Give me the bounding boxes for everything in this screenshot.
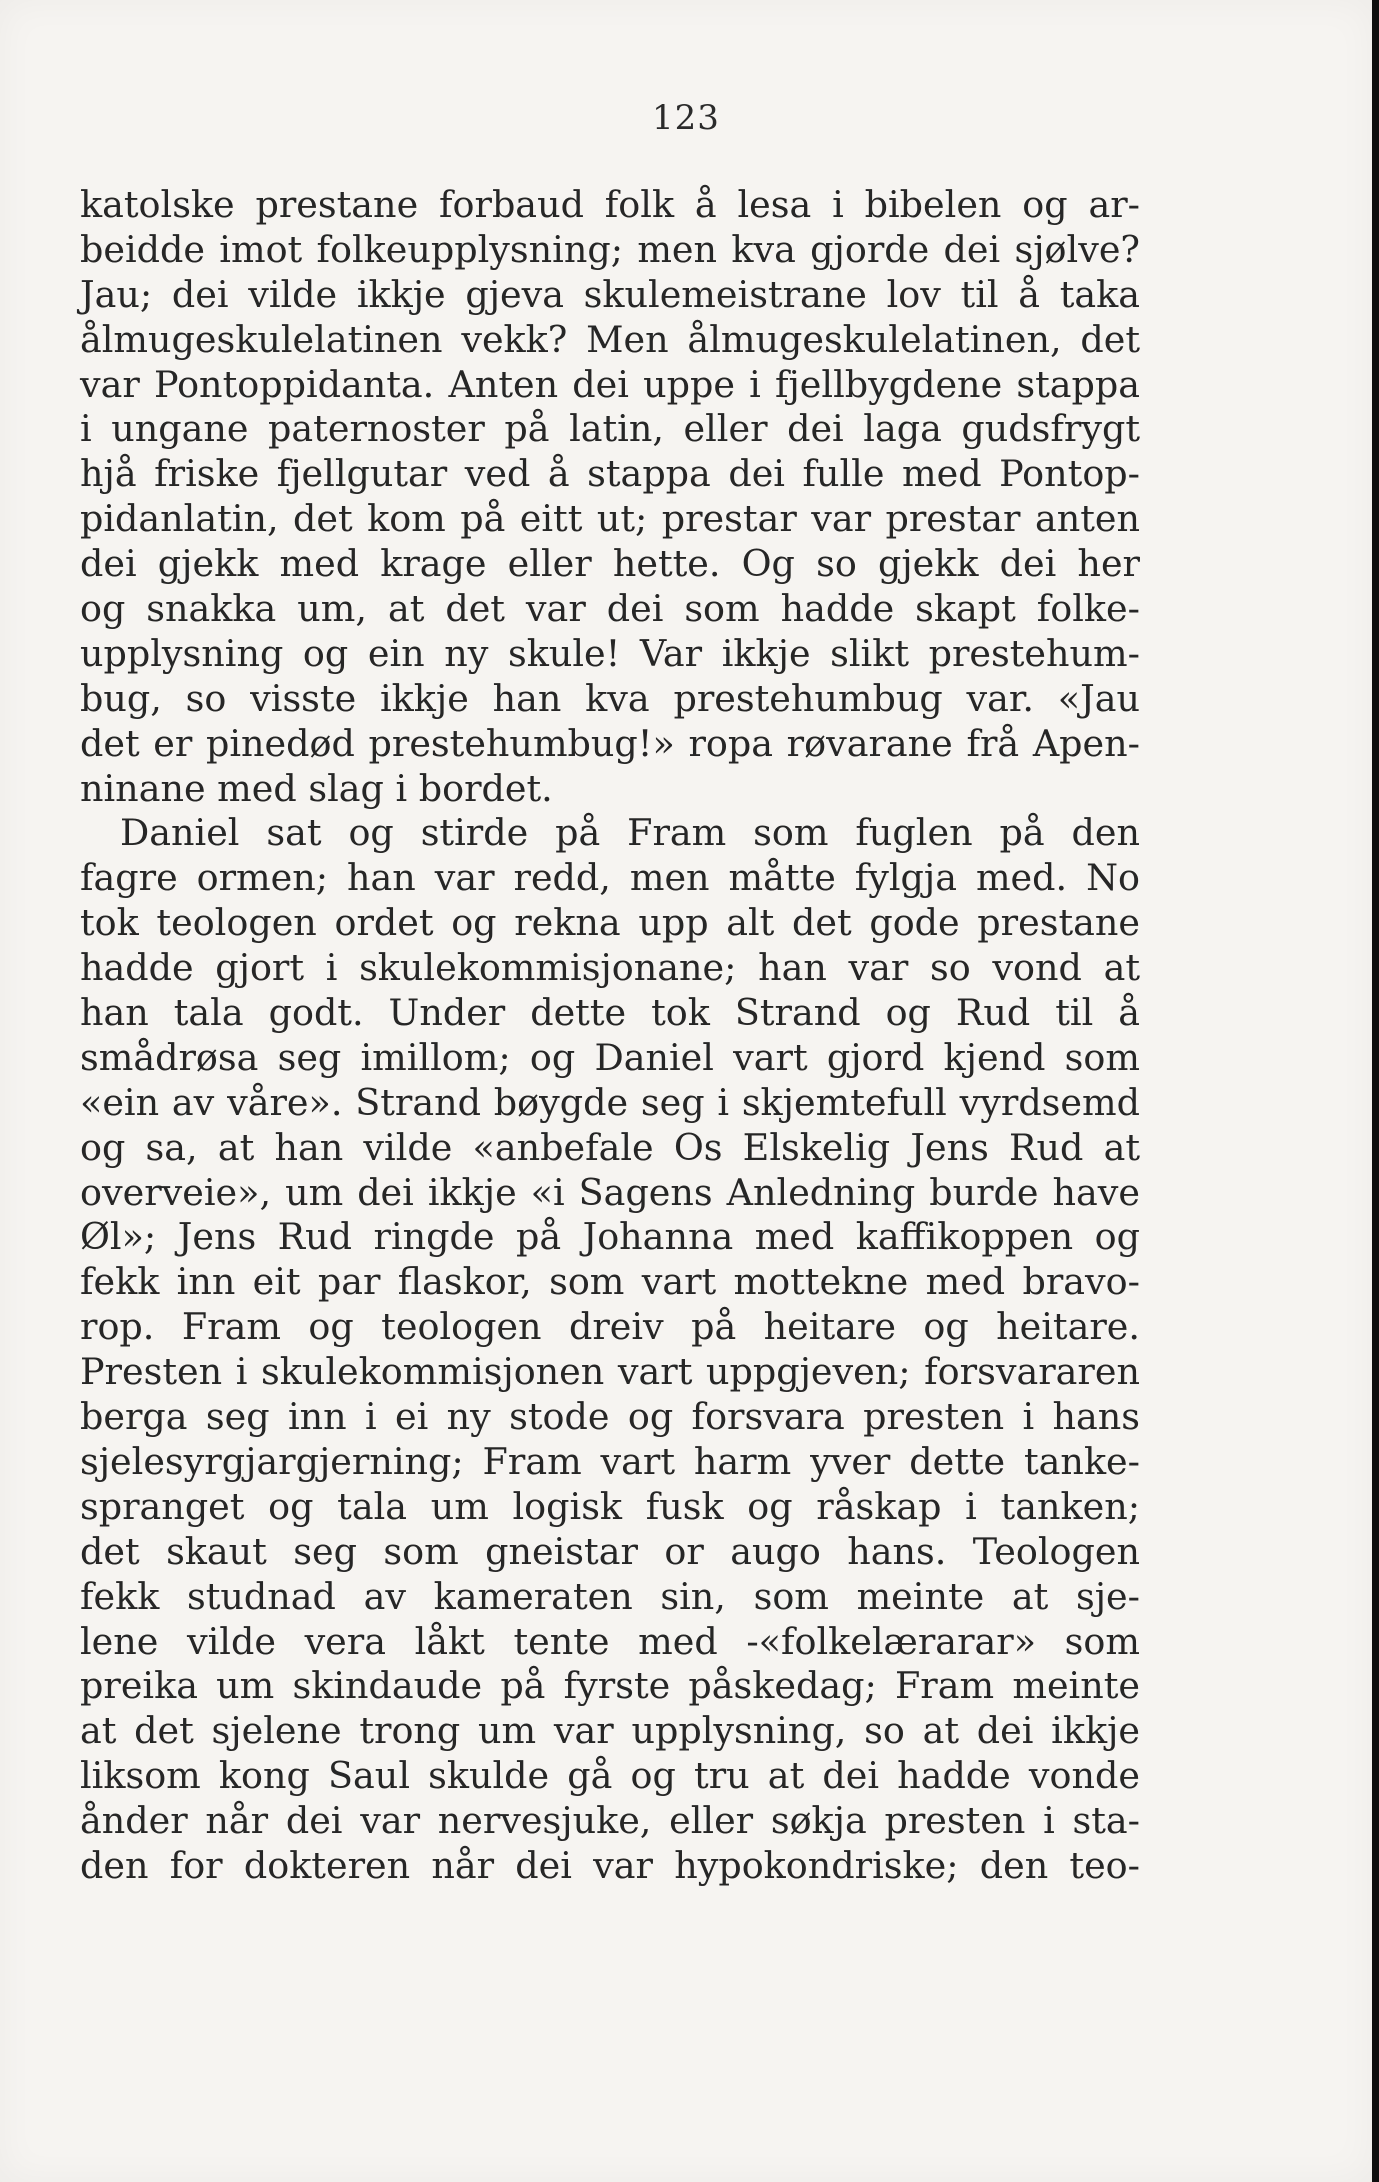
- text-line: katolske prestane forbaud folk å lesa i bibelen og ar-: [80, 183, 1140, 226]
- text-line: Øl»; Jens Rud ringde på Johanna med kaffikoppen og: [80, 1215, 1140, 1259]
- text-line: fekk inn eit par flaskor, som vart mottekne med bravo-: [80, 1260, 1140, 1304]
- text-line: bug, so visste ikkje han kva prestehumbug var. «Jau: [80, 676, 1140, 720]
- text-line: beidde imot folkeupplysning; men kva gjorde dei sjølve?: [80, 227, 1140, 271]
- text-line: og sa, at han vilde «anbefale Os Elskelig Jens Rud at: [80, 1125, 1140, 1169]
- text-line: og snakka um, at det var dei som hadde skapt folke-: [80, 587, 1140, 631]
- page-number: 123: [652, 98, 720, 138]
- text-line: det er pinedød prestehumbug!» ropa røvarane frå Apen-: [80, 721, 1140, 765]
- text-line: det skaut seg som gneistar or augo hans. Teologen: [80, 1529, 1140, 1573]
- scan-edge: [1372, 0, 1379, 2182]
- text-line: hadde gjort i skulekommisjonane; han var so vond at: [80, 946, 1140, 990]
- text-line: Jau; dei vilde ikkje gjeva skulemeistrane lov til å taka: [80, 272, 1140, 316]
- text-line: ånder når dei var nervesjuke, eller søkja presten i sta-: [80, 1799, 1140, 1843]
- text-line: smådrøsa seg imillom; og Daniel vart gjord kjend som: [80, 1035, 1140, 1079]
- text-line: i ungane paternoster på latin, eller dei laga gudsfrygt: [80, 407, 1140, 451]
- text-line: «ein av våre». Strand bøygde seg i skjemtefull vyrdsemd: [80, 1080, 1140, 1124]
- text-line: tok teologen ordet og rekna upp alt det gode prestane: [80, 901, 1140, 945]
- text-line: fagre ormen; han var redd, men måtte fylgja med. No: [80, 856, 1140, 900]
- text-line: Presten i skulekommisjonen vart uppgjeven; forsvararen: [80, 1350, 1140, 1394]
- text-line: hjå friske fjellgutar ved å stappa dei fulle med Pontop-: [80, 452, 1140, 496]
- text-line: pidanlatin, det kom på eitt ut; prestar var prestar anten: [80, 497, 1140, 541]
- text-line: spranget og tala um logisk fusk og råskap i tanken;: [80, 1484, 1140, 1528]
- text-line: fekk studnad av kameraten sin, som meinte at sje-: [80, 1574, 1140, 1618]
- text-line: overveie», um dei ikkje «i Sagens Anledning burde have: [80, 1170, 1140, 1214]
- text-line: upplysning og ein ny skule! Var ikkje slikt prestehum-: [80, 631, 1140, 675]
- text-line: lene vilde vera låkt tente med -«folkelærarar» som: [80, 1619, 1140, 1663]
- text-line: Daniel sat og stirde på Fram som fuglen på den: [120, 811, 1140, 855]
- text-line: den for dokteren når dei var hypokondriske; den teo-: [80, 1843, 1140, 1887]
- text-line: rop. Fram og teologen dreiv på heitare og heitare.: [80, 1305, 1140, 1349]
- body-text: [80, 183, 1140, 1889]
- text-line: sjelesyrgjargjerning; Fram vart harm yver dette tanke-: [80, 1439, 1140, 1483]
- text-line: var Pontoppidanta. Anten dei uppe i fjellbygdene stappa: [80, 362, 1140, 406]
- text-line: berga seg inn i ei ny stode og forsvara presten i hans: [80, 1395, 1140, 1439]
- text-line: preika um skindaude på fyrste påskedag; Fram meinte: [80, 1664, 1140, 1708]
- text-line: ålmugeskulelatinen vekk? Men ålmugeskulelatinen, det: [80, 317, 1140, 361]
- text-line: han tala godt. Under dette tok Strand og Rud til å: [80, 991, 1140, 1035]
- text-line: liksom kong Saul skulde gå og tru at dei hadde vonde: [80, 1754, 1140, 1798]
- text-line: ninane med slag i bordet.: [80, 766, 553, 810]
- text-line: dei gjekk med krage eller hette. Og so gjekk dei her: [80, 542, 1140, 586]
- text-line: at det sjelene trong um var upplysning, so at dei ikkje: [80, 1709, 1140, 1753]
